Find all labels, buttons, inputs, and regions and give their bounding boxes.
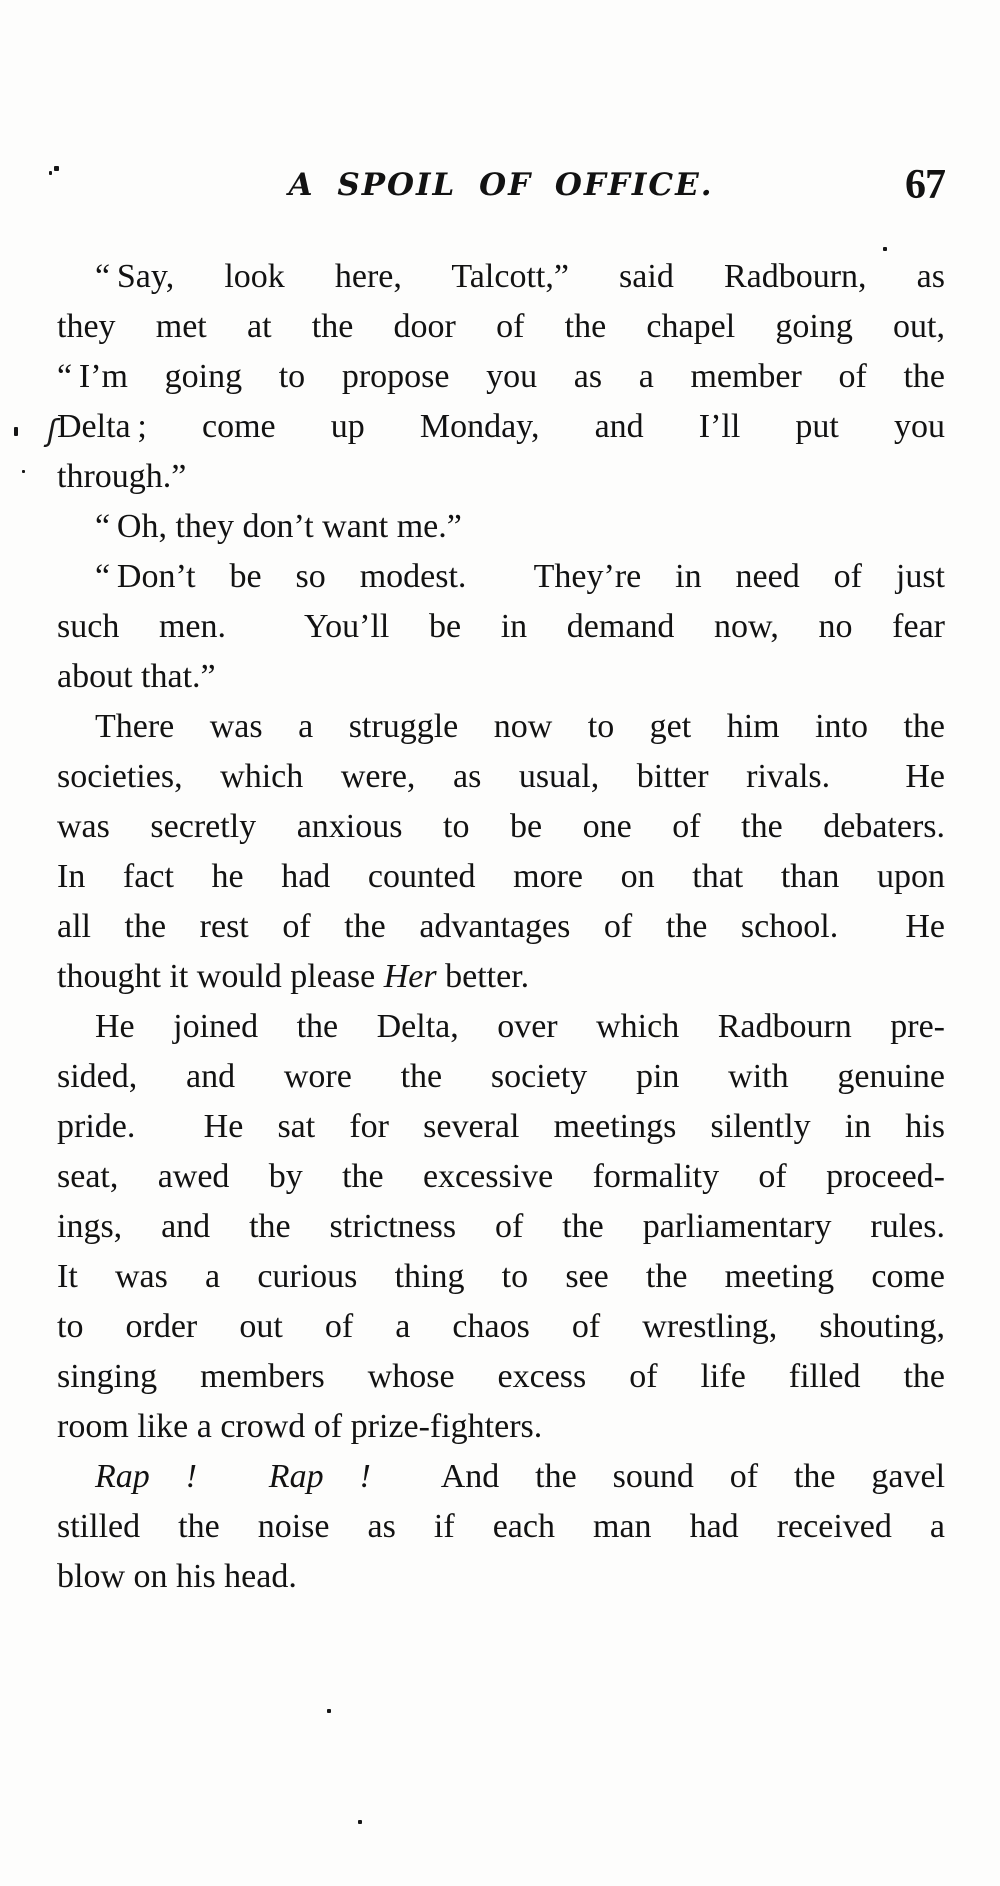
text-block xyxy=(57,252,945,1602)
text-line: “ Say, look here, Talcott,” said Radbourn, as xyxy=(95,258,945,295)
text-line: stilled the noise as if each man had received a xyxy=(57,1508,945,1545)
text-line: “ Don’t be so modest. They’re in need of just xyxy=(95,558,945,595)
scan-speck xyxy=(14,427,18,436)
text-line: He joined the Delta, over which Radbourn pre- xyxy=(95,1008,945,1045)
text-line: singing members whose excess of life filled the xyxy=(57,1358,945,1395)
text-line: Rap ! Rap ! And the sound of the gavel xyxy=(95,1458,945,1495)
paragraph xyxy=(57,502,945,552)
text-line: “ Oh, they don’t want me.” xyxy=(95,508,462,545)
paragraph xyxy=(57,702,945,1002)
text-line: Delta ; come up Monday, and I’ll put you xyxy=(57,408,945,445)
text-line: It was a curious thing to see the meeting come xyxy=(57,1258,945,1295)
text-line: societies, which were, as usual, bitter rivals. He xyxy=(57,758,945,795)
text-line: was secretly anxious to be one of the debaters. xyxy=(57,808,945,845)
text-line: thought it would please Her better. xyxy=(57,958,530,995)
paragraph xyxy=(57,252,945,502)
paragraph xyxy=(57,1452,945,1602)
scan-speck xyxy=(49,171,52,175)
page-number: 67 xyxy=(905,162,945,208)
text-line: pride. He sat for several meetings silently in his xyxy=(57,1108,945,1145)
text-line: about that.” xyxy=(57,658,216,695)
paragraph xyxy=(57,1002,945,1452)
text-line: blow on his head. xyxy=(57,1558,297,1595)
text-line: such men. You’ll be in demand now, no fear xyxy=(57,608,945,645)
text-line: through.” xyxy=(57,458,187,495)
scan-speck xyxy=(327,1709,331,1713)
paragraph xyxy=(57,552,945,702)
page-header xyxy=(57,160,945,210)
scan-speck xyxy=(358,1820,362,1824)
scan-speck xyxy=(22,470,25,473)
text-line: room like a crowd of prize-fighters. xyxy=(57,1408,543,1445)
running-title: A SPOIL OF OFFICE. xyxy=(288,167,714,203)
text-line: “ I’m going to propose you as a member of the xyxy=(57,358,945,395)
scan-speck xyxy=(883,247,887,251)
text-line: seat, awed by the excessive formality of proceed- xyxy=(57,1158,945,1195)
text-line: to order out of a chaos of wrestling, shouting, xyxy=(57,1308,945,1345)
text-line: they met at the door of the chapel going out, xyxy=(57,308,945,345)
text-line: There was a struggle now to get him into the xyxy=(95,708,945,745)
text-line: sided, and wore the society pin with genuine xyxy=(57,1058,945,1095)
text-line: ings, and the strictness of the parliamentary rules. xyxy=(57,1208,945,1245)
scan-stray-mark: ʃ xyxy=(47,414,58,449)
text-line: all the rest of the advantages of the school. He xyxy=(57,908,945,945)
text-line: In fact he had counted more on that than upon xyxy=(57,858,945,895)
